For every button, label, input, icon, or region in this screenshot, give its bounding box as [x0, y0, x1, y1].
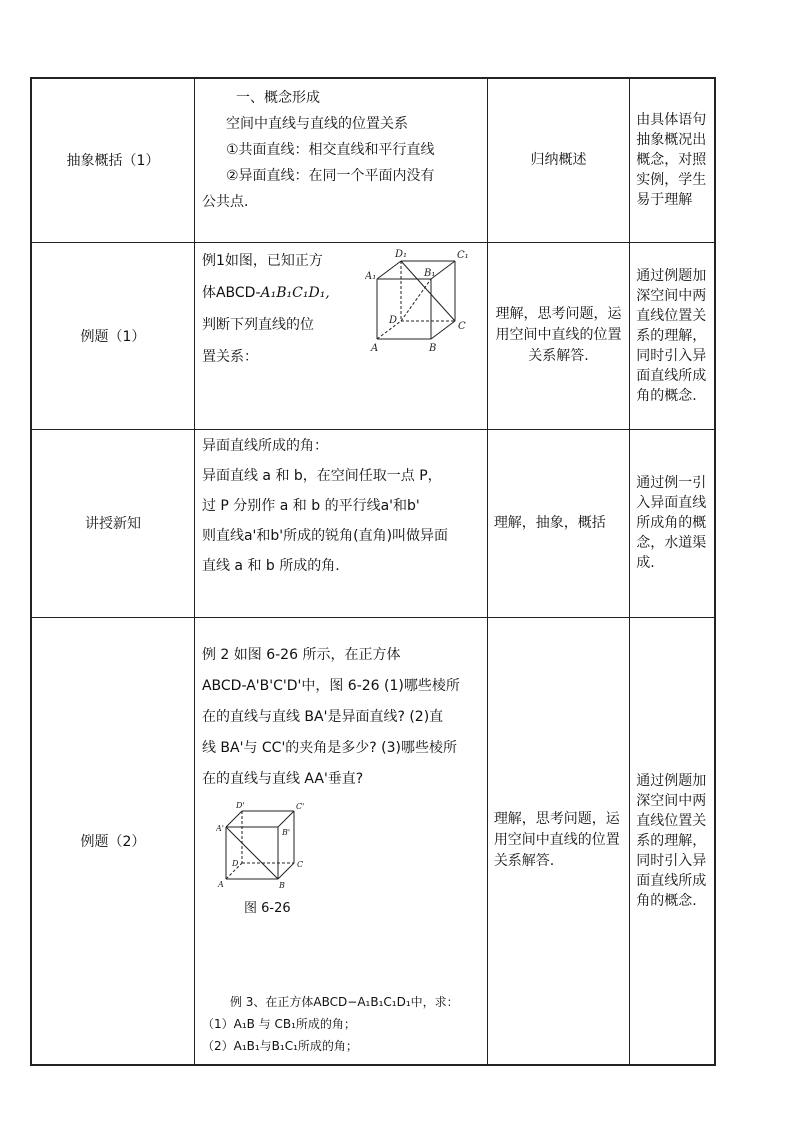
- content-line: 异面直线所成的角：: [201, 437, 328, 454]
- process-cell: 理解，思考问题，运用空间中直线的位置关系解答.: [487, 617, 629, 1065]
- edge: [431, 321, 455, 339]
- content-line: 例1如图，已知正方: [201, 252, 323, 269]
- row-label: 抽象概括（1）: [31, 78, 194, 242]
- vertex-label: A: [217, 879, 224, 889]
- example-3-line: （2）A₁B₁与B₁C₁所成的角；: [201, 1038, 358, 1053]
- content-cell: [194, 78, 487, 242]
- content-line-text: 体ABCD-: [201, 284, 261, 301]
- table-row: [31, 242, 715, 429]
- vertex-label: B: [278, 880, 285, 890]
- intent-cell: 通过例题加深空间中两直线位置关系的理解，同时引入异面直线所成角的概念.: [630, 242, 715, 429]
- content-cell: [194, 242, 487, 429]
- figure-caption: 图 6-26: [243, 900, 291, 916]
- cube-figure-2: [216, 801, 316, 897]
- row-label: 例题（1）: [31, 242, 194, 429]
- content-line: 在的直线与直线 AA'垂直?: [201, 770, 364, 787]
- example-3-line: 例 3、在正方体ABCD−A₁B₁C₁D₁中，求：: [229, 994, 459, 1009]
- lesson-plan-table: [30, 77, 716, 1066]
- vertex-label: B: [428, 342, 437, 354]
- content-line: ②异面直线：在同一个平面内没有: [225, 168, 435, 184]
- vertex-label: C: [296, 859, 304, 869]
- content-cell: [194, 429, 487, 617]
- row-label: 例题（2）: [31, 617, 194, 1065]
- vertex-label: A: [370, 342, 379, 354]
- process-cell: 理解，抽象，概括: [487, 429, 629, 617]
- content-line: 过 P 分别作 a 和 b 的平行线a'和b': [201, 497, 420, 514]
- intent-cell: 通过例一引入异面直线所成角的概念，水道渠成.: [630, 429, 715, 617]
- edge: [226, 811, 242, 827]
- vertex-label: C': [295, 801, 305, 811]
- edge: [377, 261, 401, 279]
- vertex-label: B₁: [423, 267, 436, 279]
- content-line: 置关系：: [201, 348, 258, 365]
- process-cell: 归纳概述: [487, 78, 629, 242]
- example-3-line: （1）A₁B 与 CB₁所成的角；: [201, 1016, 356, 1031]
- content-line: 例 2 如图 6-26 所示，在正方体: [201, 646, 401, 663]
- vertex-label: A': [215, 823, 224, 833]
- table-row: [31, 429, 715, 617]
- vertex-label: B': [281, 827, 291, 837]
- row-label: 讲授新知: [31, 429, 194, 617]
- table-row: [31, 617, 715, 1065]
- section-heading: 一、概念形成: [235, 90, 320, 106]
- table-row: [31, 78, 715, 242]
- vertex-label: D₁: [394, 248, 407, 260]
- content-cell: [194, 617, 487, 1065]
- edge: [278, 863, 294, 879]
- content-line: ①共面直线：相交直线和平行直线: [225, 142, 435, 158]
- vertex-label: C₁: [456, 249, 469, 261]
- vertex-label: C: [457, 320, 466, 332]
- hidden-edge: [401, 279, 431, 321]
- vertex-label: A₁: [364, 270, 377, 282]
- content-line: 线 BA'与 CC'的夹角是多少? (3)哪些棱所: [201, 739, 458, 756]
- content-line: 空间中直线与直线的位置关系: [225, 116, 408, 132]
- content-line: 直线 a 和 b 所成的角.: [201, 557, 340, 574]
- content-line: 判断下列直线的位: [201, 316, 314, 333]
- vertex-label: D': [235, 800, 245, 810]
- process-cell: 理解，思考问题，运用空间中直线的位置关系解答.: [487, 242, 629, 429]
- cube-name-math: A₁B₁C₁D₁,: [260, 284, 330, 301]
- intent-cell: 由具体语句抽象概况出概念，对照实例，学生易于理解: [630, 78, 715, 242]
- content-line: 异面直线 a 和 b，在空间任取一点 P，: [201, 467, 442, 484]
- edge: [278, 811, 294, 827]
- content-line: ABCD-A'B'C'D'中，图 6-26 (1)哪些棱所: [201, 677, 460, 694]
- intent-cell: 通过例题加深空间中两直线位置关系的理解，同时引入异面直线所成角的概念.: [630, 617, 715, 1065]
- content-line: 公共点.: [201, 194, 249, 210]
- content-line: 在的直线与直线 BA'是异面直线? (2)直: [201, 708, 444, 725]
- vertex-label: D: [231, 858, 239, 868]
- cube-figure-1: [365, 245, 485, 355]
- content-line: 则直线a'和b'所成的锐角(直角)叫做异面: [201, 527, 449, 544]
- vertex-label: D: [388, 314, 397, 326]
